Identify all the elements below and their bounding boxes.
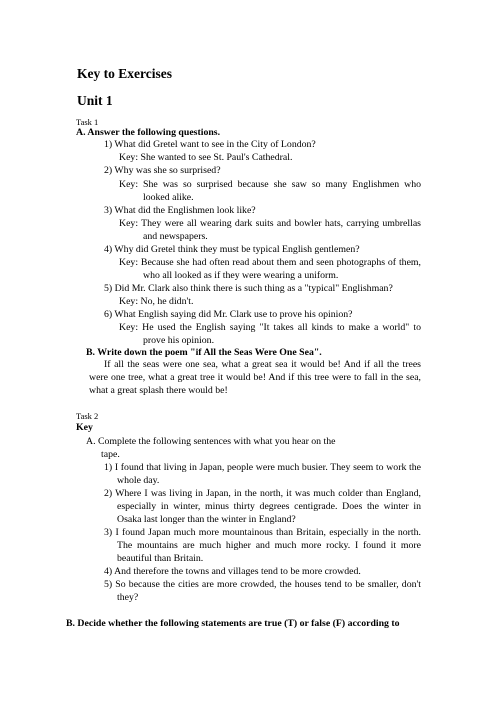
sentence-5-line-2: they?	[117, 592, 139, 603]
answer-2-line-2: looked alike.	[143, 192, 194, 203]
task1-section-a-heading: A. Answer the following questions.	[76, 127, 221, 138]
question-3: 3) What did the Englishmen look like?	[104, 205, 256, 216]
answer-1: Key: She wanted to see St. Paul's Cathedral.	[119, 152, 293, 163]
answer-6-line-2: prove his opinion.	[143, 335, 215, 346]
sentence-4: 4) And therefore the towns and villages tend to be more crowded.	[104, 566, 361, 577]
task2-section-a-heading-line-2: tape.	[101, 449, 120, 460]
question-2: 2) Why was she so surprised?	[104, 165, 221, 176]
sentence-2-line-2: especially in winter, minus thirty degrees centigrade. Does the winter in	[117, 501, 421, 512]
sentence-2-line-3: Osaka last longer than the winter in England?	[117, 514, 296, 525]
poem-line-1: If all the seas were one sea, what a great sea it would be! And if all the trees	[104, 359, 421, 370]
answer-5: Key: No, he didn't.	[119, 296, 194, 307]
answer-2-line-1: Key: She was so surprised because she saw so many Englishmen who	[119, 179, 421, 190]
poem-line-3: what a great splash there would be!	[89, 385, 228, 396]
task2-label: Task 2	[76, 411, 99, 421]
question-1: 1) What did Gretel want to see in the City of London?	[104, 139, 316, 150]
answer-3-line-2: and newspapers.	[143, 231, 208, 242]
sentence-1-line-1: 1) I found that living in Japan, people were much busier. They seem to work the	[104, 462, 421, 473]
question-5: 5) Did Mr. Clark also think there is such thing as a "typical" Englishman?	[104, 283, 393, 294]
answer-3-line-1: Key: They were all wearing dark suits and bowler hats, carrying umbrellas	[119, 218, 421, 229]
sentence-3-line-2: The mountains are much higher and much more rocky. I found it more	[117, 540, 421, 551]
answer-6-line-1: Key: He used the English saying "It takes all kinds to make a world" to	[119, 322, 421, 333]
unit-heading: Unit 1	[77, 93, 113, 108]
sentence-2-line-1: 2) Where I was living in Japan, in the north, it was much colder than England,	[104, 488, 421, 499]
page-title: Key to Exercises	[77, 66, 172, 81]
sentence-3-line-1: 3) I found Japan much more mountainous than Britain, especially in the north.	[104, 527, 421, 538]
task2-section-a-heading-line-1: A. Complete the following sentences with what you hear on the	[86, 436, 336, 447]
sentence-1-line-2: whole day.	[117, 475, 160, 486]
sentence-3-line-3: beautiful than Britain.	[117, 553, 204, 564]
task1-section-b-heading: B. Write down the poem "if All the Seas Were One Sea".	[86, 347, 322, 358]
poem-line-2: were one tree, what a great tree it would be! And if this tree were to fall in the sea,	[89, 372, 421, 383]
question-4: 4) Why did Gretel think they must be typical English gentlemen?	[104, 244, 360, 255]
question-6: 6) What English saying did Mr. Clark use to prove his opinion?	[104, 309, 353, 320]
task2-section-b-heading: B. Decide whether the following statements are true (T) or false (F) according to	[66, 618, 400, 629]
task2-key-label: Key	[76, 422, 93, 433]
task1-label: Task 1	[76, 117, 99, 127]
sentence-5-line-1: 5) So because the cities are more crowded, the houses tend to be smaller, don't	[104, 579, 421, 590]
answer-4-line-2: who all looked as if they were wearing a uniform.	[143, 270, 339, 281]
answer-4-line-1: Key: Because she had often read about them and seen photographs of them,	[119, 257, 421, 268]
